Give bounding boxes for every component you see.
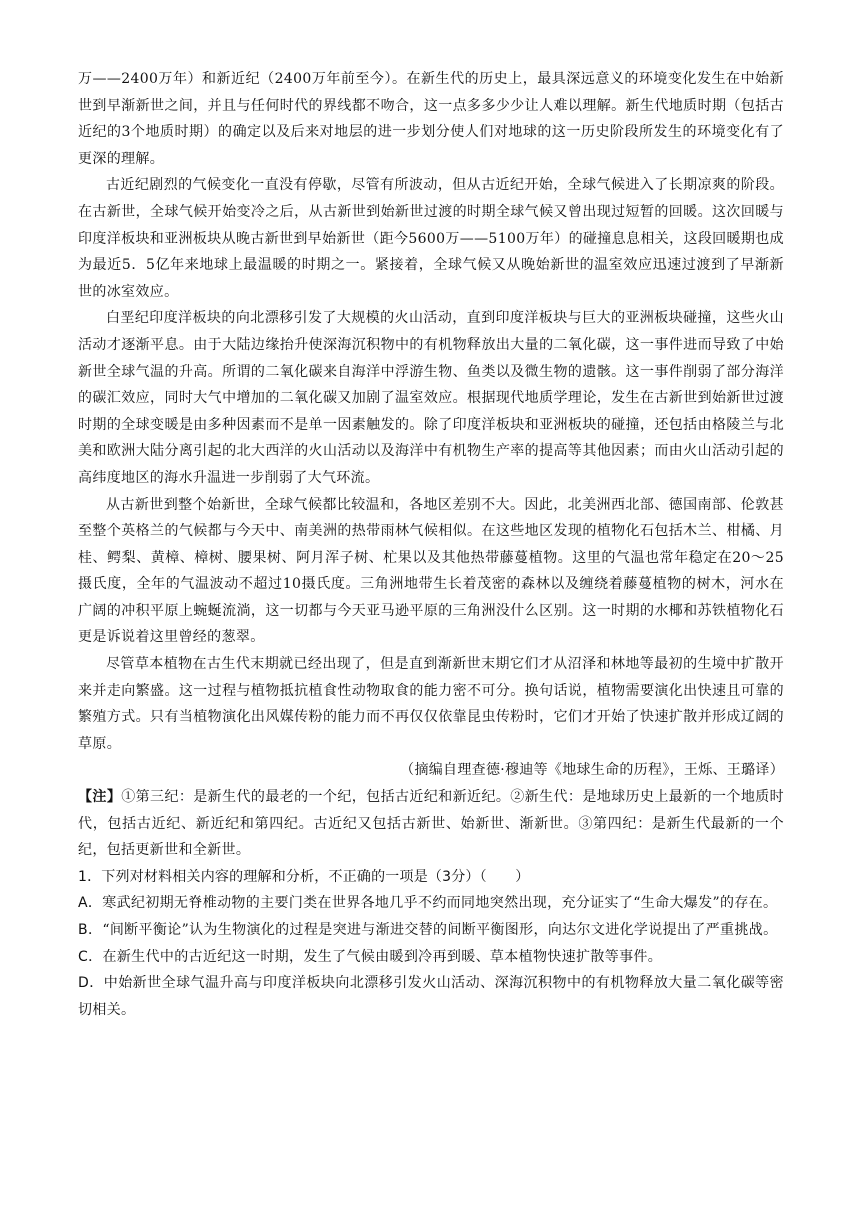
option-a-text: 寒武纪初期无脊椎动物的主要门类在世界各地几乎不约而同地突然出现，充分证实了“生命大爆发”的存在。 (102, 895, 778, 912)
option-a (78, 890, 784, 917)
footnote-tag: 【注】 (78, 789, 122, 806)
option-c-letter: C． (78, 948, 103, 965)
footnote-text: ①第三纪：是新生代的最老的一个纪，包括古近纪和新近纪。②新生代：是地球历史上最新的一个地质时代，包括古近纪、新近纪和第四纪。古近纪又包括古新世、始新世、渐新世。③第四纪：是新生代最新的一个纪，包括更新世和全新世。 (78, 789, 784, 859)
option-a-letter: A． (78, 895, 103, 912)
paragraph-2: 古近纪剧烈的气候变化一直没有停歇，尽管有所波动，但从古近纪开始，全球气候进入了长期凉爽的阶段。在古新世，全球气候开始变冷之后，从古新世到始新世过渡的时期全球气候又曾出现过短暂的回暖。这次回暖与印度洋板块和亚洲板块从晚古新世到早始新世（距今5600万——5100万年）的碰撞息息相关，这段回暖期也成为最近5．5亿年来地球上最温暖的时期之一。紧接着，全球气候又从晚始新世的温室效应迅速过渡到了早渐新世的冰室效应。 (78, 177, 784, 300)
source-citation: （摘编自理查德·穆迪等《地球生命的历程》，王烁、王璐译） (400, 762, 784, 779)
option-c-text: 在新生代中的古近纪这一时期，发生了气候由暖到冷再到暖、草本植物快速扩散等事件。 (102, 948, 663, 965)
option-b-text: “间断平衡论”认为生物演化的过程是突进与渐进交替的间断平衡图形，向达尔文进化学说提出了严重挑战。 (102, 922, 778, 938)
paragraph-5: 尽管草本植物在古生代末期就已经出现了，但是直到渐新世末期它们才从沼泽和林地等最初的生境中扩散开来并走向繁盛。这一过程与植物抵抗植食性动物取食的能力密不可分。换句话说，植物需要演化出快速且可靠的繁殖方式。只有当植物演化出风媒传粉的能力而不再仅仅依靠昆虫传粉时，它们才开始了快速扩散并形成辽阔的草原。 (78, 656, 784, 752)
option-b-letter: B． (78, 922, 103, 938)
footnote (78, 784, 784, 864)
paragraph-3: 白垩纪印度洋板块的向北漂移引发了大规模的火山活动，直到印度洋板块与巨大的亚洲板块碰撞，这些火山活动才逐渐平息。由于大陆边缘抬升使深海沉积物中的有机物释放出大量的二氧化碳，这一事件进而导致了中始新世全球气温的升高。所谓的二氧化碳来自海洋中浮游生物、鱼类以及微生物的遗骸。这一事件削弱了部分海洋的碳汇效应，同时大气中增加的二氧化碳又加剧了温室效应。根据现代地质学理论，发生在古新世到始新世过渡时期的全球变暖是由多种因素而不是单一因素触发的。除了印度洋板块和亚洲板块的碰撞，还包括由格陵兰与北美和欧洲大陆分离引起的北大西洋的火山活动以及海洋中有机物生产率的提高等其他因素；而由火山活动引起的高纬度地区的海水升温进一步削弱了大气环流。 (78, 310, 784, 486)
option-d (78, 970, 784, 1023)
document-page (78, 66, 784, 1023)
option-d-text: 中始新世全球气温升高与印度洋板块向北漂移引发火山活动、深海沉积物中的有机物释放大量二氧化碳等密切相关。 (78, 975, 784, 1018)
question-stem: 1．下列对材料相关内容的理解和分析，不正确的一项是（3分）（ ） (78, 868, 530, 885)
option-b (78, 917, 784, 944)
option-c (78, 944, 784, 971)
paragraph-4: 从古新世到整个始新世，全球气候都比较温和，各地区差别不大。因此，北美洲西北部、德国南部、伦敦甚至整个英格兰的气候都与今天中、南美洲的热带雨林气候相似。在这些地区发现的植物化石包括木兰、柑橘、月桂、鳄梨、黄樟、樟树、腰果树、阿月浑子树、杧果以及其他热带藤蔓植物。这里的气温也常年稳定在20～25摄氏度，全年的气温波动不超过10摄氏度。三角洲地带生长着茂密的森林以及缠绕着藤蔓植物的树木，河水在广阔的冲积平原上蜿蜒流淌，这一切都与今天亚马逊平原的三角洲没什么区别。这一时期的水椰和苏铁植物化石更是诉说着这里曾经的葱翠。 (78, 496, 784, 646)
paragraph-1: 万——2400万年）和新近纪（2400万年前至今）。在新生代的历史上，最具深远意义的环境变化发生在中始新世到早渐新世之间，并且与任何时代的界线都不吻合，这一点多多少少让人难以理解。新生代地质时期（包括古近纪的3个地质时期）的确定以及后来对地层的进一步划分使人们对地球的这一历史阶段所发生的环境变化有了更深的理解。 (78, 71, 784, 167)
option-d-letter: D． (78, 975, 104, 992)
